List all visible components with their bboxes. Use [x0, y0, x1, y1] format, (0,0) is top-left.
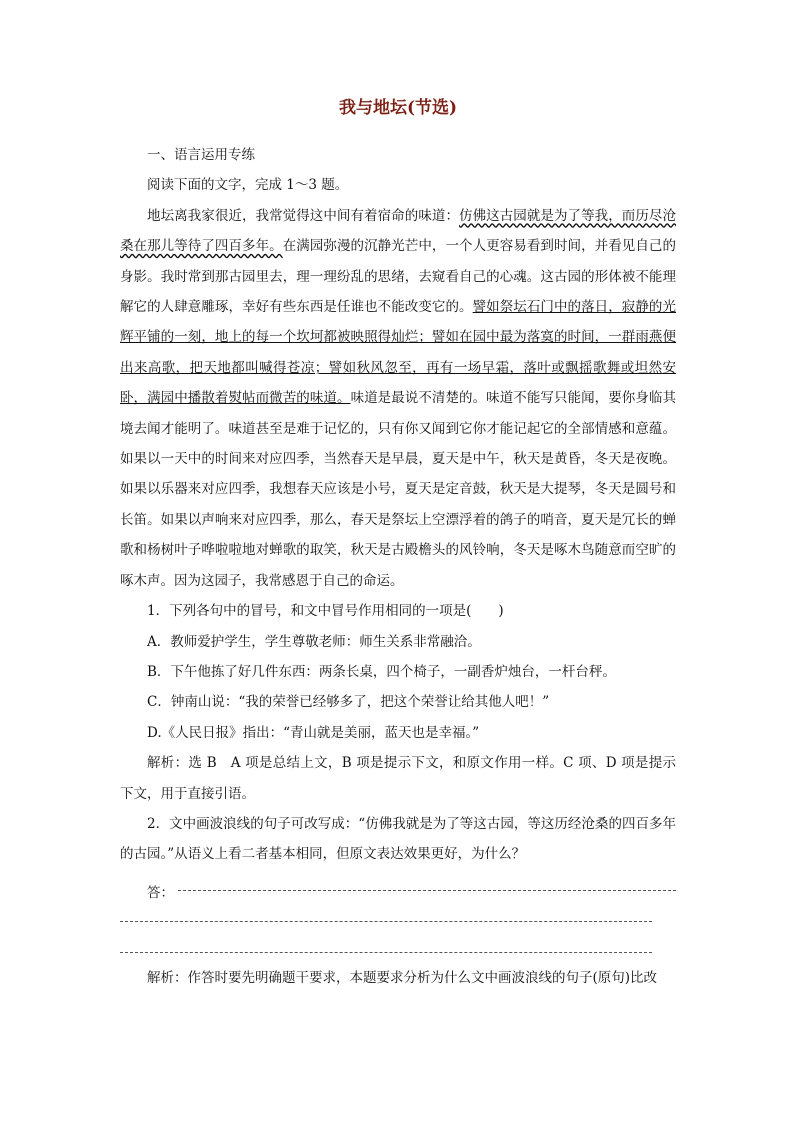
answer-blank[interactable]	[120, 952, 652, 953]
passage-paragraph	[120, 201, 676, 596]
passage-text: 地坛离我家很近，我常觉得这中间有着宿命的味道：	[147, 207, 460, 224]
answer-blank[interactable]	[120, 921, 652, 922]
question-2-stem: 2．文中画波浪线的句子可改写成：“仿佛我就是为了等这古园，等这历经沧桑的四百多年的古园。”从语义上看二者基本相同，但原文表达效果更好，为什么？	[120, 815, 676, 863]
answer-label: 答：	[147, 884, 174, 901]
option-c: C．钟南山说：“我的荣誉已经够多了，把这个荣誉让给其他人吧！”	[147, 694, 550, 711]
option-a: A．教师爱护学生，学生尊敬老师：师生关系非常融洽。	[147, 633, 481, 650]
option-d: D.《人民日报》指出：“青山就是美丽，蓝天也是幸福。”	[147, 724, 480, 741]
answer-line[interactable]	[120, 870, 676, 901]
answer-blank[interactable]	[178, 890, 676, 891]
option-b: B．下午他拣了好几件东西：两条长桌，四个椅子，一副香炉烛台，一杆台秤。	[147, 663, 616, 680]
question-2-analysis: 解析：作答时要先明确题干要求，本题要求分析为什么文中画波浪线的句子(原句)比改	[147, 969, 658, 986]
answer-line[interactable]	[120, 901, 676, 932]
instruction: 阅读下面的文字，完成 1～3 题。	[147, 177, 349, 194]
page-title: 我与地坛(节选)	[338, 98, 458, 118]
underlined-sentence: 譬如祭坛石门中的落日，寂静的光辉平铺的一刻，地上的每一个坎坷都被映照得灿烂；譬如在园中最为落寞的时间，一群雨燕便出来高歌，把天地都叫喊得苍凉；譬如秋风忽至，再有一场早霜，落叶或飘摇歌舞或坦然安卧，满园中播散着熨帖而微苦的味道。	[120, 299, 676, 407]
section-heading: 一、语言运用专练	[147, 147, 255, 163]
question-1-analysis: 解析：选 B A 项是总结上文，B 项是提示下文，和原文作用一样。C 项、D 项是提示下文，用于直接引语。	[120, 755, 676, 802]
passage-text: 味道是最说不清楚的。味道不能写只能闻，要你身临其境去闻才能明了。味道甚至是难于记忆的，只有你又闻到它你才能记起它的全部情感和意蕴。如果以一天中的时间来对应四季，当然春天是早晨，夏天是中午，秋天是黄昏，冬天是夜晚。如果以乐器来对应四季，我想春天应该是小号，夏天是定音鼓，秋天是大提琴，冬天是圆号和长笛。如果以声响来对应四季，那么，春天是祭坛上空漂浮着的鸽子的哨音，夏天是冗长的蝉歌和杨树叶子哗啦啦地对蝉歌的取笑，秋天是古殿檐头的风铃响，冬天是啄木鸟随意而空旷的啄木声。因为这园子，我常感恩于自己的命运。	[120, 390, 676, 589]
passage-text: 在满园弥漫的沉静光芒中，一个人更容易看到时间，并看见自己的身影。我时常到那古园里去，理一理纷乱的思绪，去窥看自己的心魂。这古园的形体被不能理解它的人肆意雕琢，幸好有些东西是任谁也不能改变它的。	[120, 238, 676, 316]
question-1-stem: 1．下列各句中的冒号，和文中冒号作用相同的一项是( )	[147, 603, 504, 620]
document-page	[120, 96, 676, 993]
answer-line[interactable]	[120, 932, 676, 963]
wavy-underlined-sentence: 仿佛这古园就是为了等我，而历尽沧桑在那儿等待了四百多年。	[120, 207, 677, 255]
